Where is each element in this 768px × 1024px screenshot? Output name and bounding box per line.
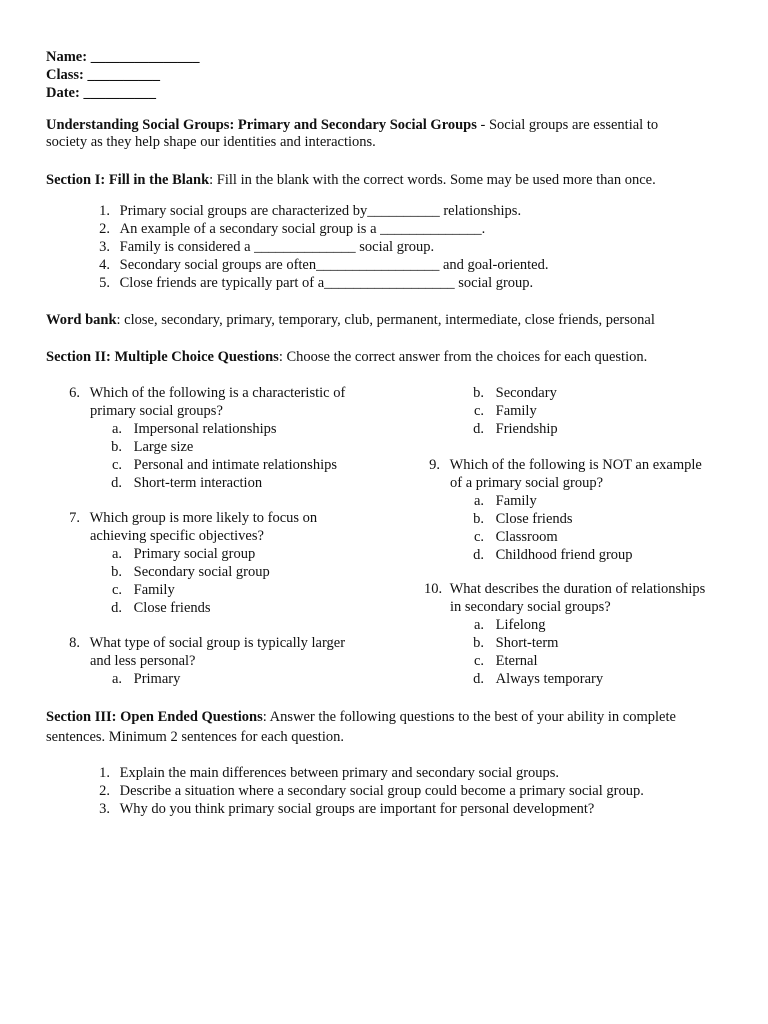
answer-option: a. Lifelong [473, 617, 546, 633]
answer-option: d. Short-term interaction [111, 475, 263, 491]
name-field: Name: _______________ [46, 49, 200, 65]
question-8: 8. What type of social group is typically larger and less personal? a. Primary [69, 635, 346, 687]
answer-option: c. Personal and intimate relationships [111, 457, 337, 473]
list-item: 3. Why do you think primary social groups are important for personal development? [99, 801, 595, 817]
answer-option: a. Primary [111, 671, 181, 687]
answer-option: a. Primary social group [111, 546, 256, 562]
section-3-instructions-line-2: sentences. Minimum 2 sentences for each question. [46, 729, 344, 745]
answer-option: a. Impersonal relationships [111, 421, 277, 437]
question-7: 7. Which group is more likely to focus on achieving specific objectives? a. Primary social group b. Secondary social group c. Family d. Close friends [69, 510, 318, 616]
question-8-options-continued [470, 384, 558, 438]
list-item: 1. Explain the main differences between primary and secondary social groups. [99, 765, 560, 781]
question-9: 9. Which of the following is NOT an example of a primary social group? a. Family b. Close friends c. Classroom d. Childhood friend group [429, 457, 702, 563]
word-bank: Word bank: close, secondary, primary, temporary, club, permanent, intermediate, close friends, personal [46, 312, 655, 328]
intro-paragraph: Understanding Social Groups: Primary and Secondary Social Groups - Social groups are essential to [46, 117, 659, 133]
answer-option: c. Classroom [473, 529, 558, 545]
section-3-heading: Section III: Open Ended Questions: Answer the following questions to the best of your ability in complete [46, 709, 676, 725]
answer-option: b. Large size [111, 439, 194, 455]
list-item: 2. Describe a situation where a secondary social group could become a primary social group. [99, 783, 644, 799]
answer-option: d. Always temporary [473, 671, 604, 687]
section-2-heading: Section II: Multiple Choice Questions: Choose the correct answer from the choices for each question. [46, 349, 648, 365]
list-item: 3. Family is considered a ______________ social group. [99, 239, 435, 255]
list-item: 5. Close friends are typically part of a__________________ social group. [99, 275, 534, 291]
answer-option: c. Family [473, 403, 537, 419]
answer-option: a. Family [473, 493, 537, 509]
answer-option: d. Friendship [473, 421, 558, 437]
section-1-list [90, 202, 548, 292]
section-3-list [90, 764, 644, 818]
list-item: 4. Secondary social groups are often_________________ and goal-oriented. [99, 257, 549, 273]
question-10: 10. What describes the duration of relationships in secondary social groups? a. Lifelong b. Short-term c. Eternal d. Always temporary [424, 581, 706, 687]
answer-option: c. Family [111, 582, 175, 598]
question-6: 6. Which of the following is a characteristic of primary social groups? a. Impersonal relationships b. Large size c. Personal and intimate relationships d. Short-term interaction [69, 385, 346, 491]
answer-option: d. Childhood friend group [473, 547, 633, 563]
intro-title: Understanding Social Groups: Primary and Secondary Social Groups [46, 117, 477, 133]
intro-paragraph-line-2: society as they help shape our identities and interactions. [46, 134, 376, 150]
answer-option: b. Close friends [473, 511, 573, 527]
class-field: Class: __________ [46, 67, 160, 83]
answer-option: b. Short-term [473, 635, 559, 651]
answer-option: c. Eternal [473, 653, 538, 669]
list-item: 1. Primary social groups are characterized by__________ relationships. [99, 203, 522, 219]
section-1-heading: Section I: Fill in the Blank: Fill in the blank with the correct words. Some may be used more than once. [46, 172, 656, 188]
date-field: Date: __________ [46, 85, 156, 101]
answer-option: b. Secondary [473, 385, 557, 401]
answer-option: d. Close friends [111, 600, 211, 616]
answer-option: b. Secondary social group [111, 564, 270, 580]
list-item: 2. An example of a secondary social group is a ______________. [99, 221, 486, 237]
